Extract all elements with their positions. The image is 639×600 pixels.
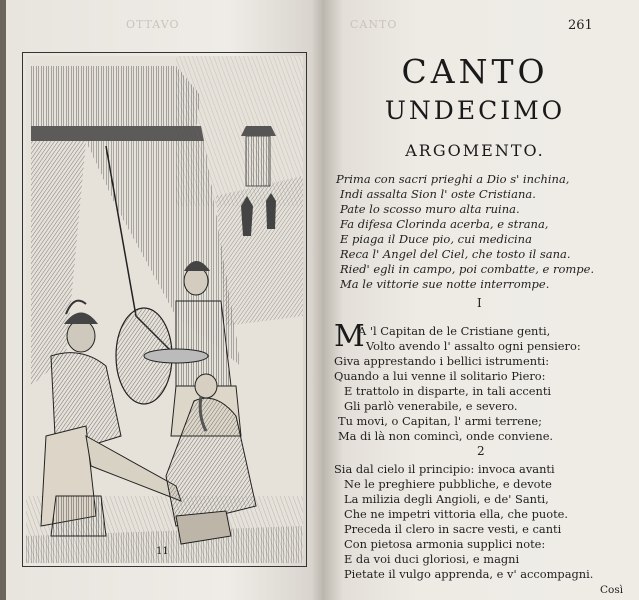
bleed-through-text: CANTO	[350, 18, 398, 31]
argument-line: Indi assalta Sion l' oste Cristiana.	[340, 187, 536, 201]
verse-line: Con pietosa armonia supplici note:	[344, 537, 546, 551]
verse-line: Volto avendo l' assalto ogni pensiero:	[366, 339, 581, 353]
verse-line: La milizia degli Angioli, e de' Santi,	[344, 492, 549, 506]
verse-line: Giva apprestando i bellici istrumenti:	[334, 354, 550, 368]
verse-line: Ma di là non comincì, onde conviene.	[338, 429, 554, 443]
bleed-through-text: OTTAVO	[126, 18, 180, 31]
canto-number: UNDECIMO	[384, 96, 566, 125]
verse-line: E da voi duci gloriosi, e magni	[344, 552, 520, 566]
stanza-number: I	[477, 296, 482, 310]
catchword: Così	[600, 584, 624, 596]
engraving-illustration	[26, 56, 303, 563]
verse-line: Gli parlò venerabile, e severo.	[344, 399, 518, 413]
verse-line: Sia dal cielo il principio: invoca avanti	[334, 462, 555, 476]
plate-mark: 11	[156, 546, 169, 557]
verse-line: Che ne impetri vittoria ella, che puote.	[344, 507, 569, 521]
canto-heading: CANTO	[401, 52, 549, 91]
argument-line: Prima con sacri prieghi a Dio s' inchina,	[336, 172, 570, 186]
drop-cap: M	[334, 319, 365, 354]
verse-line: Ne le preghiere pubbliche, e devote	[344, 477, 552, 491]
argomento-heading: ARGOMENTO.	[405, 141, 545, 160]
verse-line: E trattolo in disparte, in tali accenti	[344, 384, 552, 398]
argument-line: Pate lo scosso muro alta ruina.	[340, 202, 520, 216]
page-number: 261	[568, 18, 593, 33]
verse-line: Quando a lui venne il solitario Piero:	[334, 369, 546, 383]
verse-line: Preceda il clero in sacre vesti, e canti	[344, 522, 562, 536]
stanza-number: 2	[477, 444, 485, 458]
verse-line: Tu movi, o Capitan, l' armi terrene;	[338, 414, 542, 428]
argument-line: Reca l' Angel del Ciel, che tosto il sana.	[340, 247, 571, 261]
argument-line: Ried' egli in campo, poi combatte, e rompe.	[340, 262, 595, 276]
verse-line: Pietate il vulgo apprenda, e v' accompagni.	[344, 567, 594, 581]
argument-line: Fa difesa Clorinda acerba, e strana,	[340, 217, 549, 231]
argument-line: Ma le vittorie sue notte interrompe.	[340, 277, 550, 291]
argument-line: E piaga il Duce pio, cui medicina	[340, 232, 532, 246]
verse-line: A 'l Capitan de le Cristiane genti,	[358, 324, 551, 338]
